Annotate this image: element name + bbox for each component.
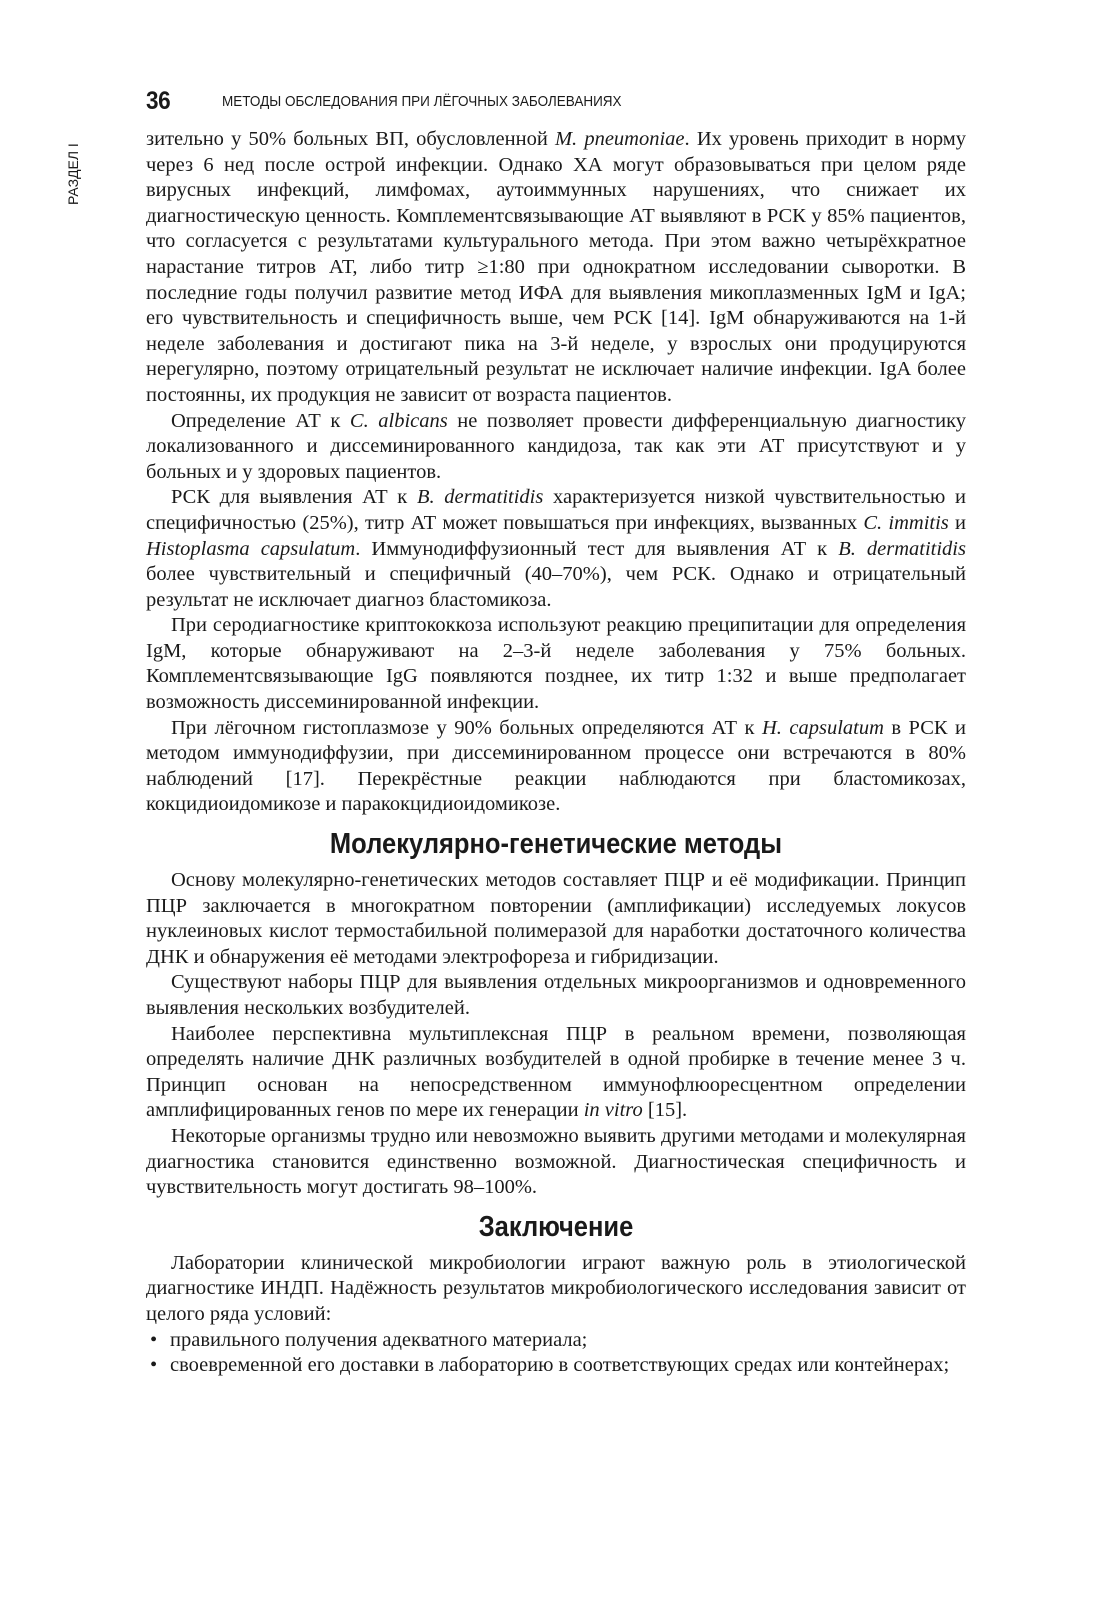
list-item: • правильного получения адекватного материала; [146,1328,966,1354]
section-heading: Молекулярно-генетические методы [329,828,783,861]
page-body [146,127,966,1379]
paragraph: При серодиагностике криптококкоза используют реакцию преципитации для определения IgM, которые обнаруживают на 2–3-й неделе заболевания у 75% больных. Комплементсвязывающие IgG появляются позднее, их титр 1:32 и выше предполагает возможность диссеминированной инфекции. [146,614,966,714]
bullet-icon: • [150,1328,158,1351]
paragraph: Наиболее перспективна мультиплексная ПЦР в реальном времени, позволяющая определять наличие ДНК различных возбудителей в одной пробирке в течение менее 3 ч. Принцип основан на непосредственном иммунофлюоресцентном определении амплифицированных генов по мере их генерации in vitro [15]. [146,1022,966,1122]
paragraph: РСК для выявления АТ к B. dermatitidis характеризуется низкой чувствительностью и специфичностью (25%), титр АТ может повышаться при инфекциях, вызванных C. immitis и Histoplasma capsulatum. Иммунодиффузионный тест для выявления АТ к B. dermatitidis более чувствительный и специфичный (40–70%), чем РСК. Однако и отрицательный результат не исключает диагноз бластомикоза. [146,486,966,611]
paragraph: зительно у 50% больных ВП, обусловленной M. pneumoniae. Их уровень приходит в норму через 6 нед после острой инфекции. Однако ХА могут образовываться при целом ряде вирусных инфекций, лимфомах, аутоиммунных нарушениях, что снижает их диагностическую ценность. Комплементсвязывающие АТ выявляют в РСК у 85% пациентов, что согласуется с результатами культурального метода. При этом важно четырёхкратное нарастание титров АТ, либо титр ≥1:80 при однократном исследовании сыворотки. В последние годы получил развитие метод ИФА для выявления микоплазменных IgM и IgA; его чувствительность и специфичность выше, чем РСК [14]. IgM обнаруживаются на 1-й неделе заболевания и достигают пика на 3-й неделе, у взрослых они продуцируются нерегулярно, поэтому отрицательный результат не исключает наличие инфекции. IgA более постоянны, их продукция не зависит от возраста пациентов. [146,128,967,406]
paragraph: Некоторые организмы трудно или невозможно выявить другими методами и молекулярная диагностика становится единственно возможной. Диагностическая специфичность и чувствительность могут достигать 98–100%. [146,1124,966,1199]
paragraph: Лаборатории клинической микробиологии играют важную роль в этиологической диагностике ИНДП. Надёжность результатов микробиологического исследования зависит от целого ряда условий: [146,1251,966,1325]
list-item: • своевременной его доставки в лабораторию в соответствующих средах или контейнерах; [146,1353,966,1379]
section-heading: Заключение [478,1210,634,1243]
running-head: МЕТОДЫ ОБСЛЕДОВАНИЯ ПРИ ЛЁГОЧНЫХ ЗАБОЛЕВАНИЯХ [222,93,622,110]
paragraph: Основу молекулярно-генетических методов составляет ПЦР и её модификации. Принцип ПЦР заключается в многократном повторении (амплификации) исследуемых локусов нуклеиновых кислот термостабильной полимеразой для наработки достаточного количества ДНК и обнаружения её методами электрофореза и гибридизации. [146,869,966,968]
bullet-icon: • [150,1354,158,1377]
page-number: 36 [146,87,171,115]
bullet-list [146,1328,966,1379]
paragraph: Определение АТ к C. albicans не позволяет провести дифференциальную диагностику локализованного и диссеминированного кандидоза, так как эти АТ присутствуют и у больных и у здоровых пациентов. [146,409,966,483]
section-label: РАЗДЕЛ I [65,143,81,205]
paragraph: При лёгочном гистоплазмозе у 90% больных определяются АТ к H. capsulatum в РСК и методом иммунодиффузии, при диссеминированном процессе они встречаются в 80% наблюдений [17]. Перекрёстные реакции наблюдаются при бластомикозах, кокцидиоидомикозе и паракокцидиоидомикозе. [146,716,966,816]
paragraph: Существуют наборы ПЦР для выявления отдельных микроорганизмов и одновременного выявления нескольких возбудителей. [146,971,966,1019]
